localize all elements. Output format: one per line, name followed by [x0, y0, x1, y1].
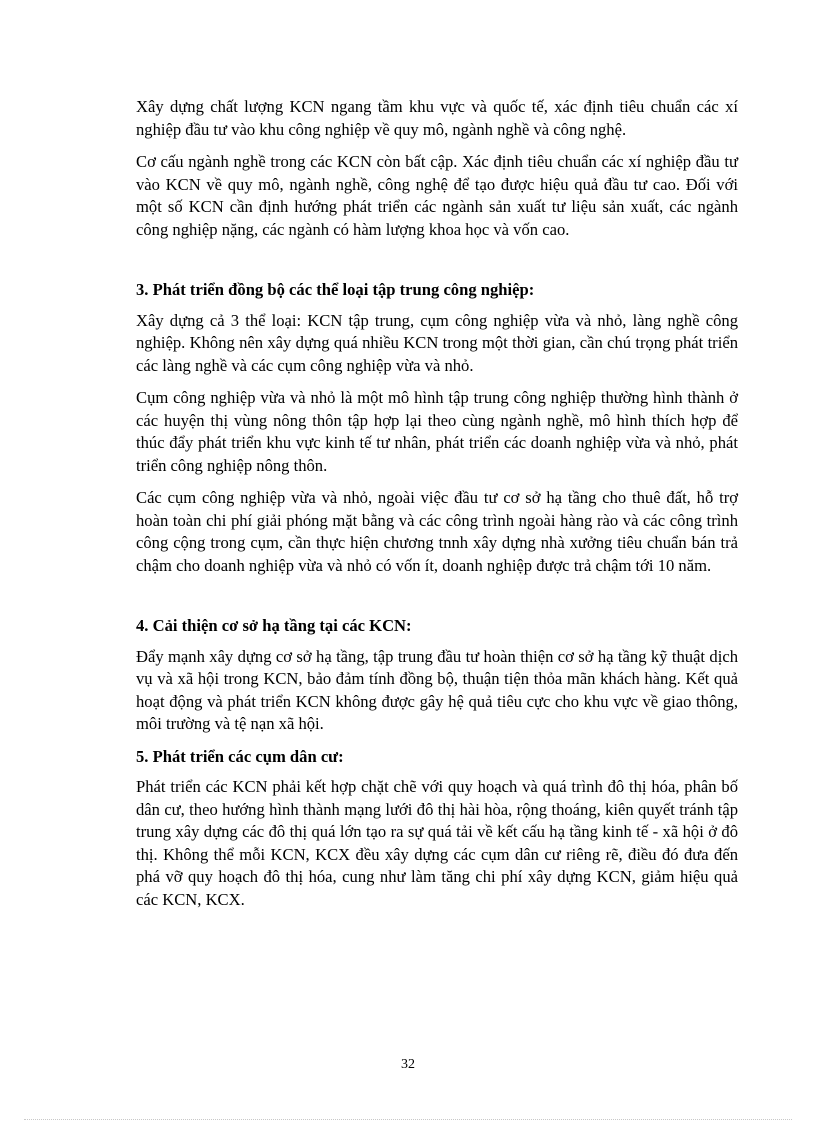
intro-paragraph-2: Cơ cấu ngành nghề trong các KCN còn bất cập. Xác định tiêu chuẩn các xí nghiệp đầu tư vào KCN về quy mô, ngành nghề, công nghệ để tạo được hiệu quả đầu tư cao. Đối với một số KCN cần định hướng phát triển các ngành sản xuất tư liệu sản xuất, các ngành công nghiệp nặng, các ngành có hàm lượng khoa học và vốn cao. — [136, 152, 738, 239]
page-bottom-divider — [24, 1119, 792, 1120]
section-4-heading: 4. Cải thiện cơ sở hạ tầng tại các KCN: — [136, 616, 412, 635]
page-body — [136, 96, 738, 921]
intro-paragraph-1: Xây dựng chất lượng KCN ngang tầm khu vực và quốc tế, xác định tiêu chuẩn các xí nghiệp đầu tư vào khu công nghiệp về quy mô, ngành nghề và công nghệ. — [136, 97, 738, 139]
page-number: 32 — [401, 1057, 415, 1072]
section-spacer — [136, 587, 738, 615]
section-5-heading: 5. Phát triển các cụm dân cư: — [136, 746, 344, 766]
section-4-paragraph-1: Đẩy mạnh xây dựng cơ sở hạ tầng, tập trung đầu tư hoàn thiện cơ sở hạ tầng kỹ thuật dịch vụ và xã hội trong KCN, bảo đảm tính đồng bộ, thuận tiện thỏa mãn khách hàng. Kết quả hoạt động và phát triển KCN không được gây hệ quả tiêu cực cho khu vực về giao thông, môi trường và tệ nạn xã hội. — [136, 646, 738, 733]
section-5-paragraph-1: Phát triển các KCN phải kết hợp chặt chẽ với quy hoạch và quá trình đô thị hóa, phân bố dân cư, theo hướng hình thành mạng lưới đô thị hài hòa, rộng thoáng, kiên quyết tránh tập trung xây dựng các đô thị quá lớn tạo ra sự quá tải về kết cấu hạ tầng kinh tế - xã hội ở đô thị. Không thể mỗi KCN, KCX đều xây dựng các cụm dân cư riêng rẽ, điều đó đưa đến phá vỡ quy hoạch đô thị hóa, cung như làm tăng chi phí xây dựng KCN, giảm hiệu quả các KCN, KCX. — [136, 777, 738, 909]
section-3-paragraph-2: Cụm công nghiệp vừa và nhỏ là một mô hình tập trung công nghiệp thường hình thành ở các huyện thị vùng nông thôn tập hợp lại theo cùng ngành nghề, mô hình thích hợp để thúc đẩy phát triển khu vực kinh tế tư nhân, phát triển các doanh nghiệp vừa và nhỏ, phát triển công nghiệp nông thôn. — [136, 388, 738, 475]
section-spacer — [136, 251, 738, 279]
section-3-paragraph-3: Các cụm công nghiệp vừa và nhỏ, ngoài việc đầu tư cơ sở hạ tầng cho thuê đất, hỗ trợ hoàn toàn chi phí giải phóng mặt bằng và các công trình ngoài hàng rào và các công trình công cộng trong cụm, cần thực hiện chương tnnh xây dựng nhà xưởng tiêu chuẩn bán trả chậm cho doanh nghiệp vừa và nhỏ có vốn ít, doanh nghiệp được trả chậm tới 10 năm. — [136, 488, 738, 575]
section-3-heading: 3. Phát triển đồng bộ các thể loại tập trung công nghiệp: — [136, 280, 535, 299]
section-3-paragraph-1: Xây dựng cả 3 thể loại: KCN tập trung, cụm công nghiệp vừa và nhỏ, làng nghề công nghiệp. Không nên xây dựng quá nhiều KCN trong một thời gian, cần chú trọng phát triển các làng nghề và các cụm công nghiệp vừa và nhỏ. — [136, 310, 738, 375]
